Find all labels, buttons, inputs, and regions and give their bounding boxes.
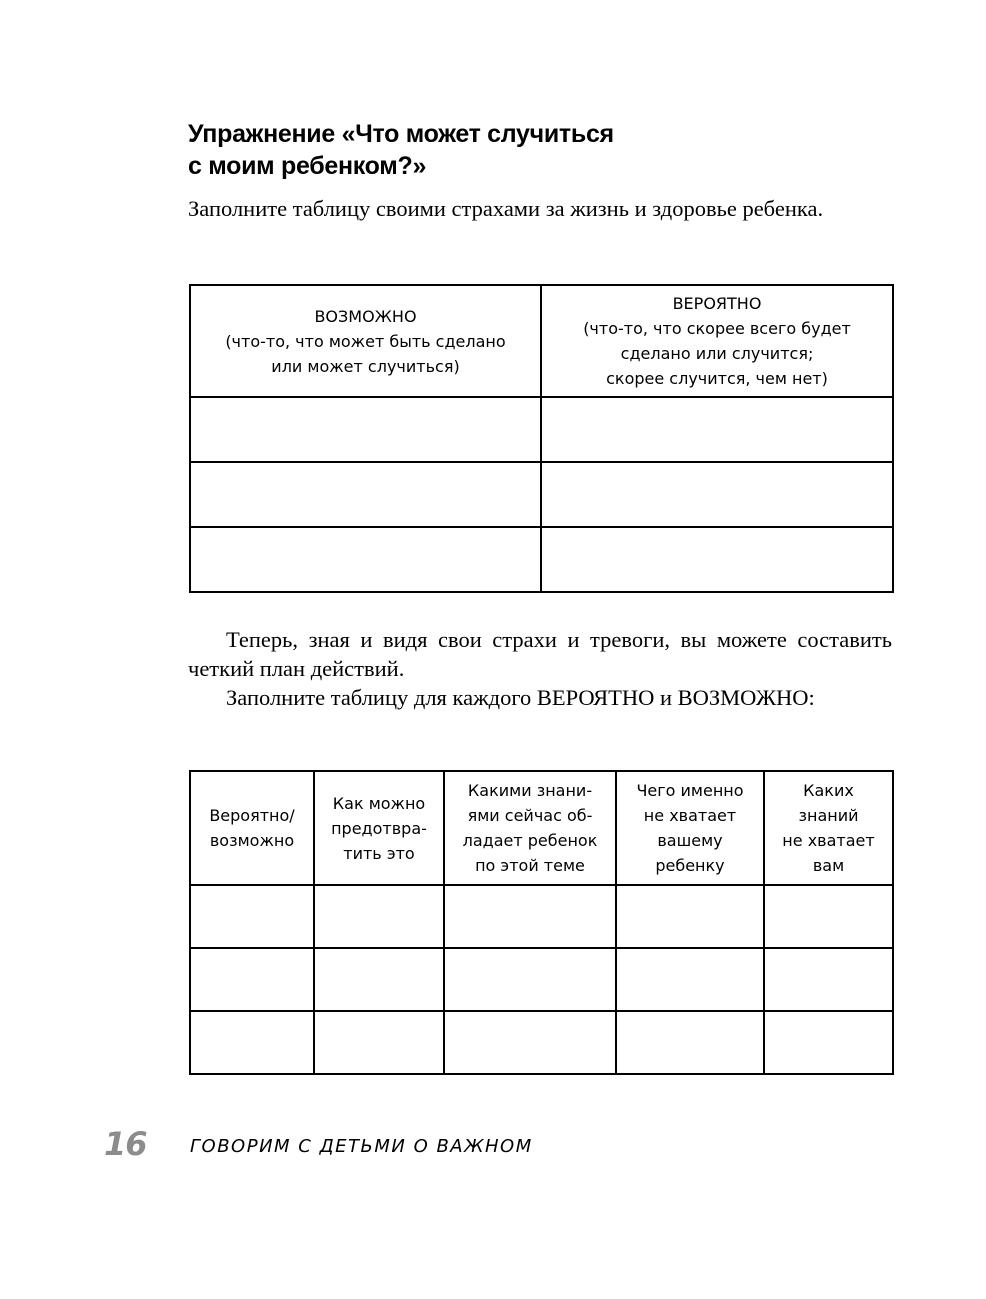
table-cell[interactable] <box>616 948 764 1011</box>
header-probable-desc-2: сделано или случится; <box>620 344 814 363</box>
table-cell[interactable] <box>314 948 444 1011</box>
table-cell[interactable] <box>764 885 893 948</box>
header-line: ладает ребенок <box>462 831 598 850</box>
header-line: вам <box>812 856 845 875</box>
table-cell[interactable] <box>190 527 541 592</box>
table-cell[interactable] <box>444 885 616 948</box>
header-line: не хватает <box>643 806 737 825</box>
page-footer <box>100 1125 600 1165</box>
header-line: ребенку <box>655 856 725 875</box>
table-cell[interactable] <box>444 1011 616 1074</box>
table-cell[interactable] <box>190 462 541 527</box>
action-plan-table <box>189 770 894 1075</box>
header-line: тить это <box>343 843 415 863</box>
header-probable-desc-1: (что-то, что скорее всего будет <box>583 319 851 338</box>
table-cell[interactable] <box>541 527 893 592</box>
table-row <box>190 527 893 592</box>
title-line-2: с моим ребенком?» <box>188 152 427 180</box>
table-cell[interactable] <box>616 1011 764 1074</box>
header-child-lacks <box>616 771 764 885</box>
table-cell[interactable] <box>541 462 893 527</box>
action-plan-header <box>190 771 893 885</box>
header-line: знаний <box>798 806 859 825</box>
header-line: вашему <box>657 831 723 850</box>
action-plan-text <box>188 625 892 712</box>
header-line: Как можно <box>332 793 426 813</box>
paragraph: Теперь, зная и видя свои страхи и тревоги, вы можете составить четкий план действий. <box>188 627 892 681</box>
table-cell[interactable] <box>190 1011 314 1074</box>
title-line-1: Упражнение «Что может случиться <box>188 120 614 148</box>
page-number: 16 <box>104 1125 147 1163</box>
header-child-knowledge <box>444 771 616 885</box>
header-possible-desc-1: (что-то, что может быть сделано <box>225 331 506 351</box>
table-row <box>190 885 893 948</box>
exercise-instruction <box>188 194 892 223</box>
table-cell[interactable] <box>541 397 893 462</box>
table-cell[interactable] <box>190 885 314 948</box>
running-title: ГОВОРИМ С ДЕТЬМИ О ВАЖНОМ <box>190 1136 533 1157</box>
header-line: по этой теме <box>475 856 585 875</box>
table-cell[interactable] <box>616 885 764 948</box>
header-line: не хватает <box>782 831 875 850</box>
table-row <box>190 1011 893 1074</box>
header-line: Чего именно <box>636 781 744 800</box>
header-how-to-prevent <box>314 771 444 885</box>
table-cell[interactable] <box>314 1011 444 1074</box>
header-possible-desc-2: или может случиться) <box>271 356 460 376</box>
instruction-text: Заполните таблицу своими страхами за жизнь и здоровье ребенка. <box>188 196 824 221</box>
header-parent-lacks <box>764 771 893 885</box>
header-line: Каких <box>803 781 854 800</box>
table-row <box>190 462 893 527</box>
paragraph: Заполните таблицу для каждого ВЕРОЯТНО и ВОЗМОЖНО: <box>226 685 815 710</box>
header-probable <box>541 285 893 397</box>
header-probable-desc-3: скорее случится, чем нет) <box>606 369 828 388</box>
table-cell[interactable] <box>764 948 893 1011</box>
table-cell[interactable] <box>190 948 314 1011</box>
exercise-title <box>188 118 888 182</box>
fears-table-header <box>190 285 893 397</box>
header-line: Какими знани- <box>467 781 593 800</box>
header-probable-possible <box>190 771 314 885</box>
table-cell[interactable] <box>444 948 616 1011</box>
table-row <box>190 948 893 1011</box>
header-line: Вероятно/ <box>209 806 295 825</box>
table-row <box>190 397 893 462</box>
header-possible <box>190 285 541 397</box>
header-line: предотвра- <box>331 818 427 838</box>
header-probable-title: ВЕРОЯТНО <box>672 294 762 313</box>
header-possible-title: ВОЗМОЖНО <box>314 306 417 326</box>
table-cell[interactable] <box>764 1011 893 1074</box>
header-line: возможно <box>209 831 295 850</box>
fears-table <box>189 284 894 593</box>
header-line: ями сейчас об- <box>467 806 593 825</box>
table-cell[interactable] <box>314 885 444 948</box>
table-cell[interactable] <box>190 397 541 462</box>
